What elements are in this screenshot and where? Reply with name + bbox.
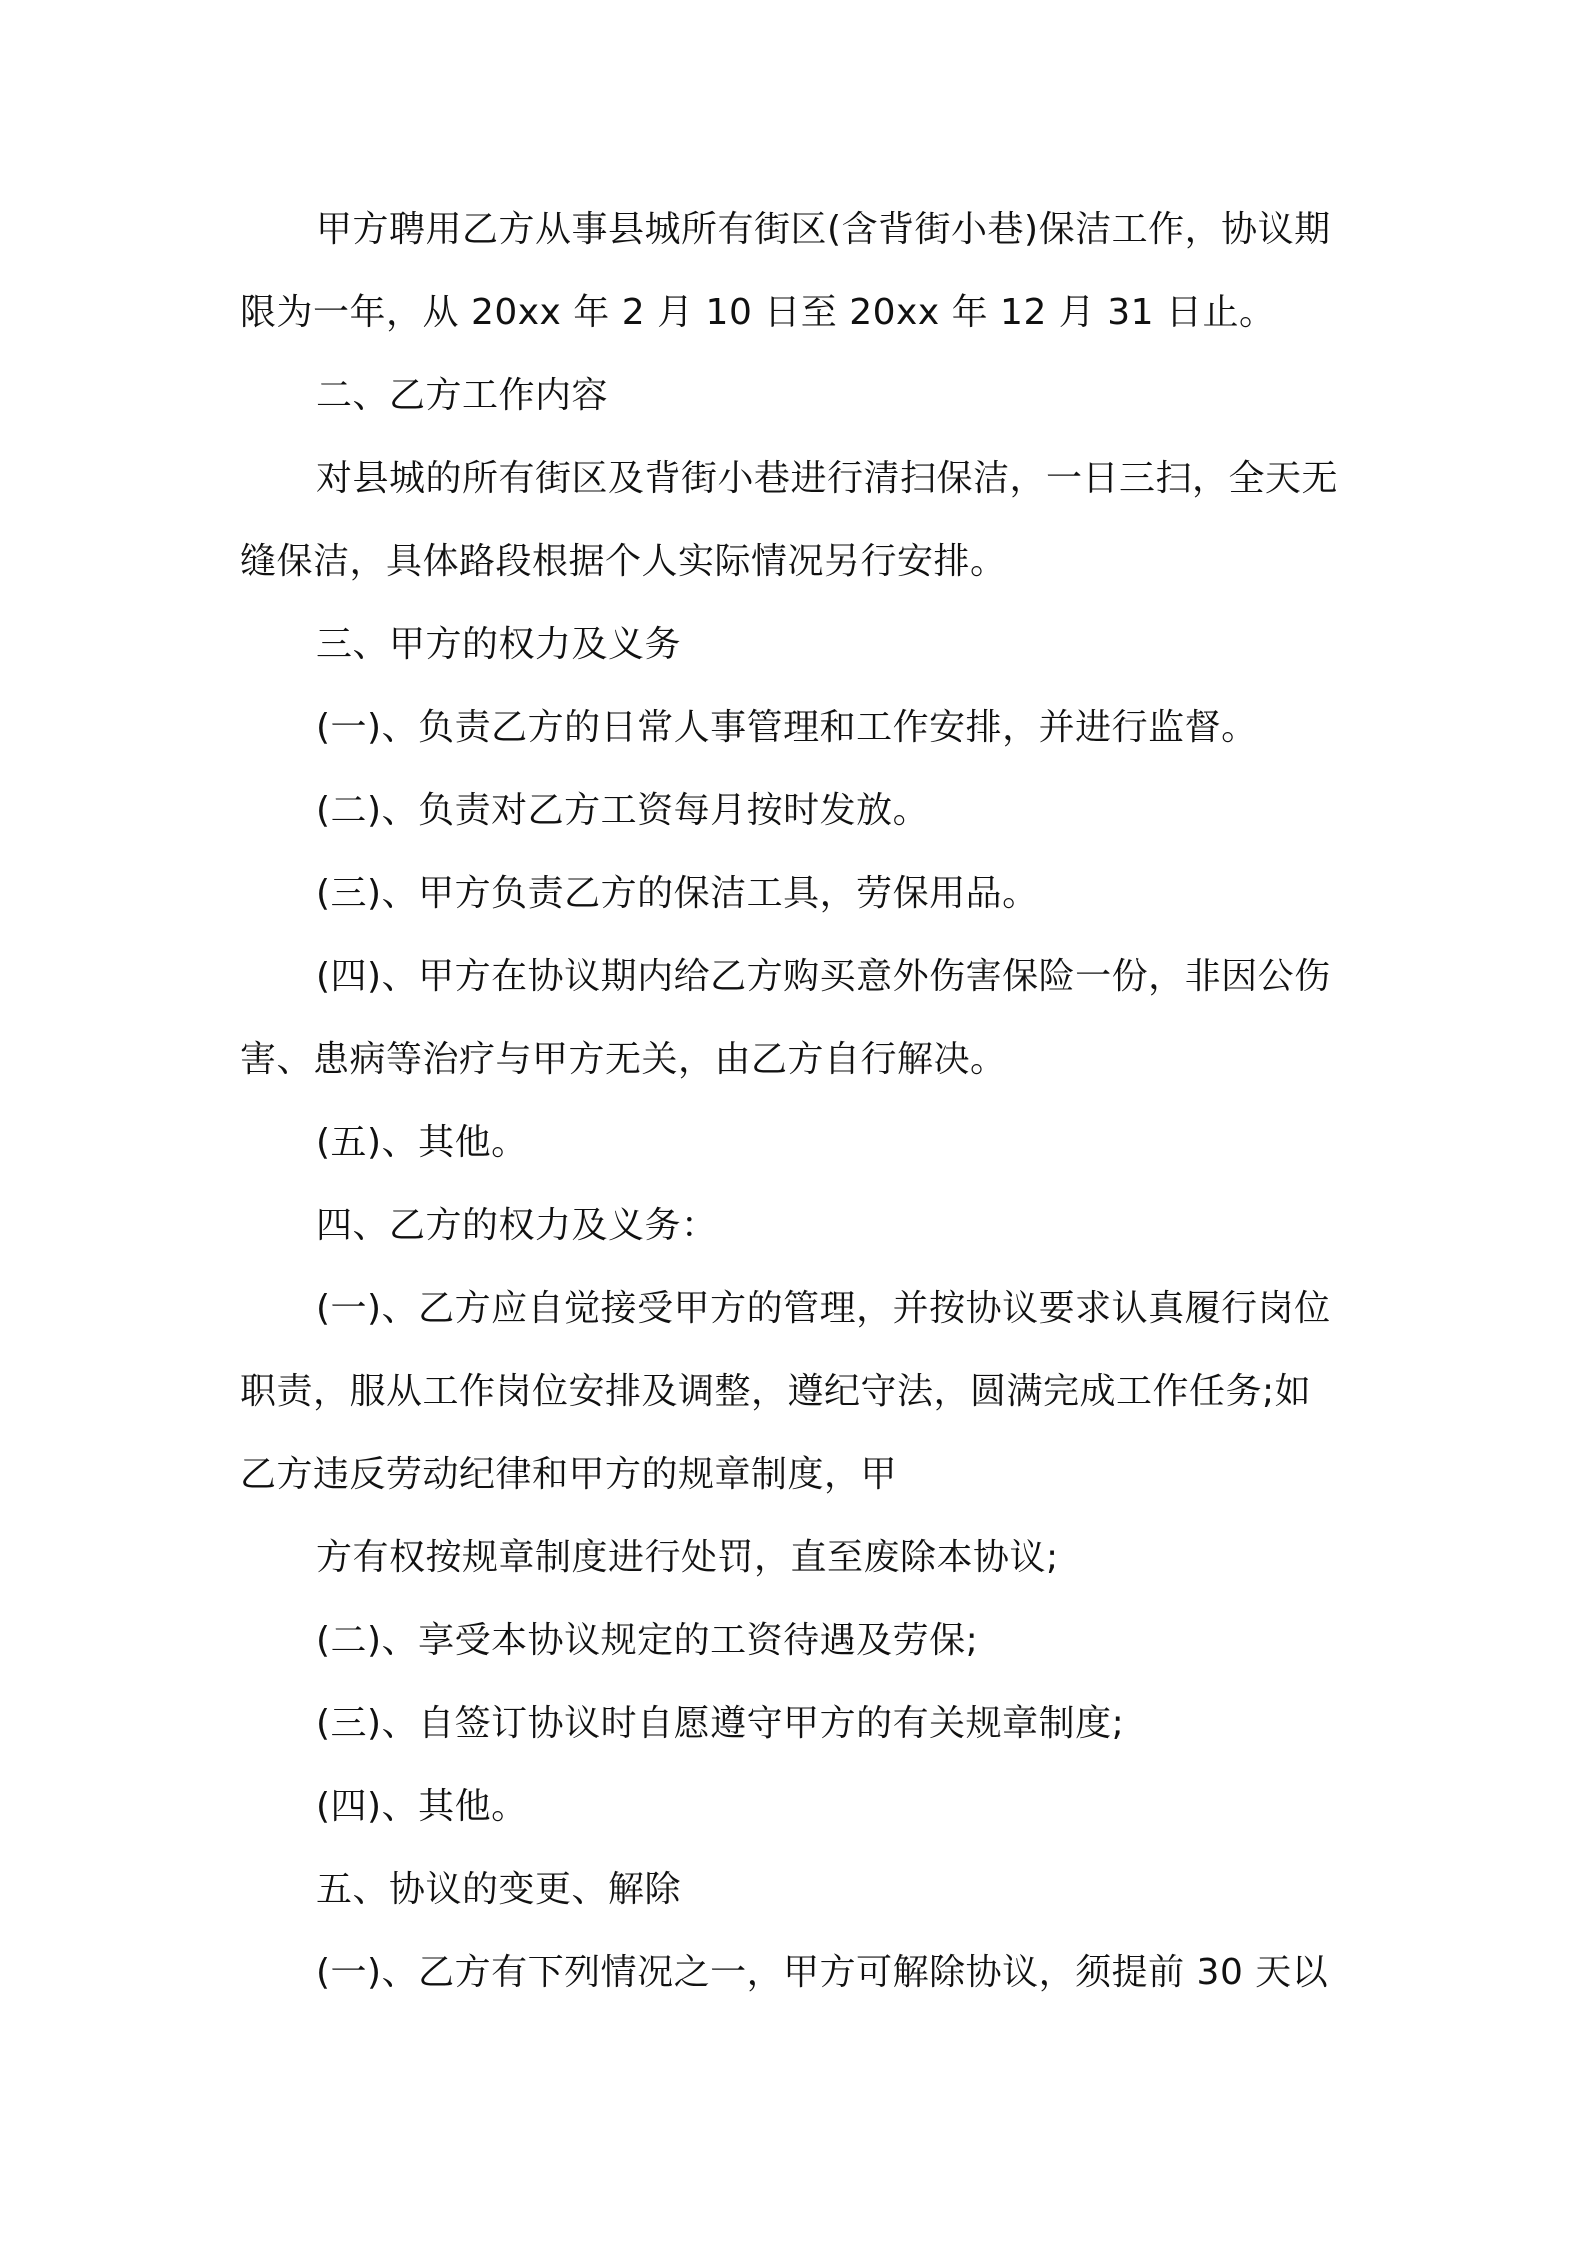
paragraph-line: 甲方聘用乙方从事县城所有街区(含背街小巷)保洁工作，协议期 <box>316 209 1331 250</box>
list-item: (三)、甲方负责乙方的保洁工具，劳保用品。 <box>316 873 1039 914</box>
paragraph-line: 职责，服从工作岗位安排及调整，遵纪守法，圆满完成工作任务;如 <box>240 1371 1312 1412</box>
list-item: (四)、甲方在协议期内给乙方购买意外伤害保险一份，非因公伤 <box>316 956 1331 997</box>
list-item: (四)、其他。 <box>316 1786 528 1827</box>
list-item: (一)、负责乙方的日常人事管理和工作安排，并进行监督。 <box>316 707 1258 748</box>
paragraph-line: 缝保洁，具体路段根据个人实际情况另行安排。 <box>240 541 1007 582</box>
paragraph-line: 乙方违反劳动纪律和甲方的规章制度，甲 <box>240 1454 898 1495</box>
list-item: (一)、乙方有下列情况之一，甲方可解除协议，须提前 30 天以 <box>316 1952 1329 1993</box>
section-heading: 三、甲方的权力及义务 <box>316 624 682 665</box>
list-item: (一)、乙方应自觉接受甲方的管理，并按协议要求认真履行岗位 <box>316 1288 1331 1329</box>
section-heading: 四、乙方的权力及义务： <box>316 1205 718 1246</box>
paragraph-line: 对县城的所有街区及背街小巷进行清扫保洁，一日三扫，全天无 <box>316 458 1339 499</box>
section-heading: 二、乙方工作内容 <box>316 375 609 416</box>
list-item: (三)、自签订协议时自愿遵守甲方的有关规章制度; <box>316 1703 1125 1744</box>
paragraph-line: 限为一年，从 20xx 年 2 月 10 日至 20xx 年 12 月 31 日止。 <box>240 292 1276 333</box>
list-item: (二)、负责对乙方工资每月按时发放。 <box>316 790 930 831</box>
paragraph-line: 害、患病等治疗与甲方无关，由乙方自行解决。 <box>240 1039 1007 1080</box>
list-item: (五)、其他。 <box>316 1122 528 1163</box>
section-heading: 五、协议的变更、解除 <box>316 1869 682 1910</box>
list-item: (二)、享受本协议规定的工资待遇及劳保; <box>316 1620 979 1661</box>
paragraph-line: 方有权按规章制度进行处罚，直至废除本协议; <box>316 1537 1059 1578</box>
